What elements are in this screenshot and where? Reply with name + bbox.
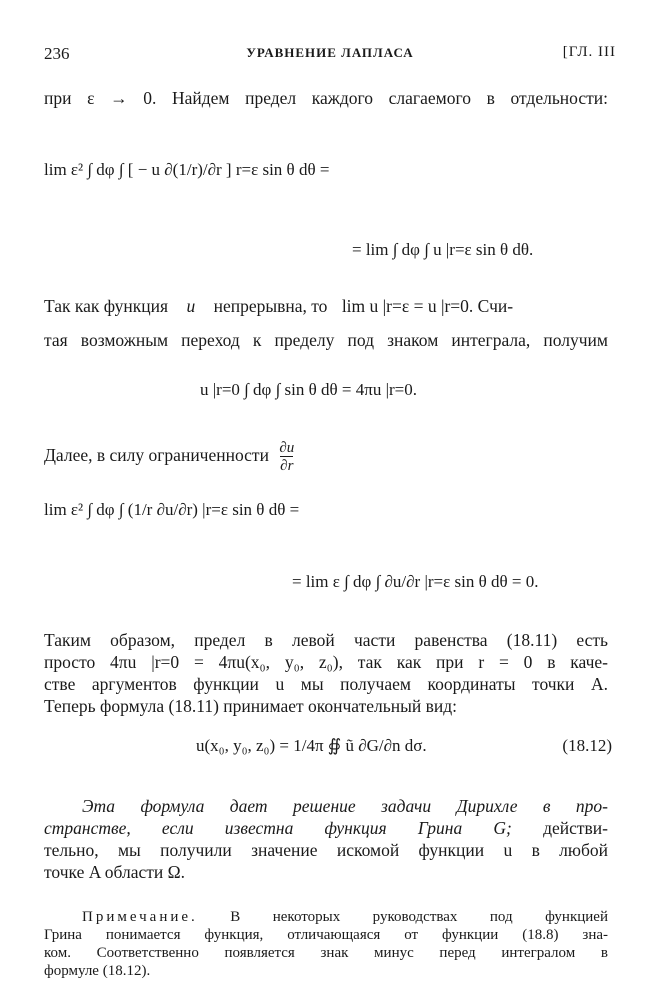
equation-1-right: = lim ∫ dφ ∫ u |r=ε sin θ dθ. xyxy=(352,240,534,259)
equation-4-number: (18.12) xyxy=(562,736,612,755)
equation-1-left: lim ε² ∫ dφ ∫ [ − u ∂(1/r)/∂r ] r=ε sin θ dθ = xyxy=(44,160,330,179)
paragraph-5-line-4: точке A области Ω. xyxy=(44,862,186,882)
p5-l2-roman: действи- xyxy=(543,818,608,838)
paragraph-4-line-3: стве аргументов функции u мы получаем координаты точки A. xyxy=(44,674,608,694)
p5-l2-italic: странстве, если известна функция Грина G; xyxy=(44,818,512,838)
p2-var: u xyxy=(186,296,196,316)
equation-4: u(x₀, y₀, z₀) = 1/4π ∯ ũ ∂G/∂n dσ. xyxy=(196,736,427,755)
p2-limit: lim u |r=ε = u |r=0. Счи- xyxy=(341,296,514,316)
chapter-label: [ГЛ. III xyxy=(562,44,616,60)
paragraph-1: при ε → 0. Найдем предел каждого слагаемого в отдельности: xyxy=(44,88,608,108)
paragraph-3 xyxy=(44,440,608,474)
p3-text: Далее, в силу ограниченности xyxy=(44,445,269,466)
paragraph-2-line-2: тая возможным переход к пределу под знаком интеграла, получим xyxy=(44,330,608,350)
note-line-2: Грина понимается функция, отличающаяся от функции (18.8) зна- xyxy=(44,927,608,943)
page-header xyxy=(44,44,616,66)
paragraph-4-line-1: Таким образом, предел в левой части равенства (18.11) есть xyxy=(44,630,608,650)
note-line-3: ком. Соответственно появляется знак минус перед интегралом в xyxy=(44,945,608,961)
note-line-4: формуле (18.12). xyxy=(44,963,151,979)
equation-3-right: = lim ε ∫ dφ ∫ ∂u/∂r |r=ε sin θ dθ = 0. xyxy=(292,572,539,591)
paragraph-5-line-1: Эта формула дает решение задачи Дирихле в про- xyxy=(82,796,608,816)
paragraph-4-line-2: просто 4πu |r=0 = 4πu(x₀, y₀, z₀), так как при r = 0 в каче- xyxy=(44,652,608,672)
paragraph-4-line-4: Теперь формула (18.11) принимает окончательный вид: xyxy=(44,696,457,716)
running-title: УРАВНЕНИЕ ЛАПЛАСА xyxy=(246,45,414,60)
paragraph-5-line-2 xyxy=(44,818,608,838)
page-number: 236 xyxy=(44,44,70,63)
note-l1-text: В некоторых руководствах под функцией xyxy=(230,909,608,925)
equation-2: u |r=0 ∫ dφ ∫ sin θ dθ = 4πu |r=0. xyxy=(200,380,417,399)
p2-pre: Так как функция xyxy=(44,296,169,316)
note-line-1 xyxy=(44,908,608,926)
p2-mid: непрерывна, то xyxy=(213,296,328,316)
paragraph-5-line-3: тельно, мы получили значение искомой функции u в любой xyxy=(44,840,608,860)
note-label: Примечание. xyxy=(82,909,198,925)
equation-3-left: lim ε² ∫ dφ ∫ (1/r ∂u/∂r) |r=ε sin θ dθ = xyxy=(44,500,300,519)
paragraph-2-line-1 xyxy=(44,296,608,316)
du-dr-fraction: ∂u ∂r xyxy=(279,440,295,474)
